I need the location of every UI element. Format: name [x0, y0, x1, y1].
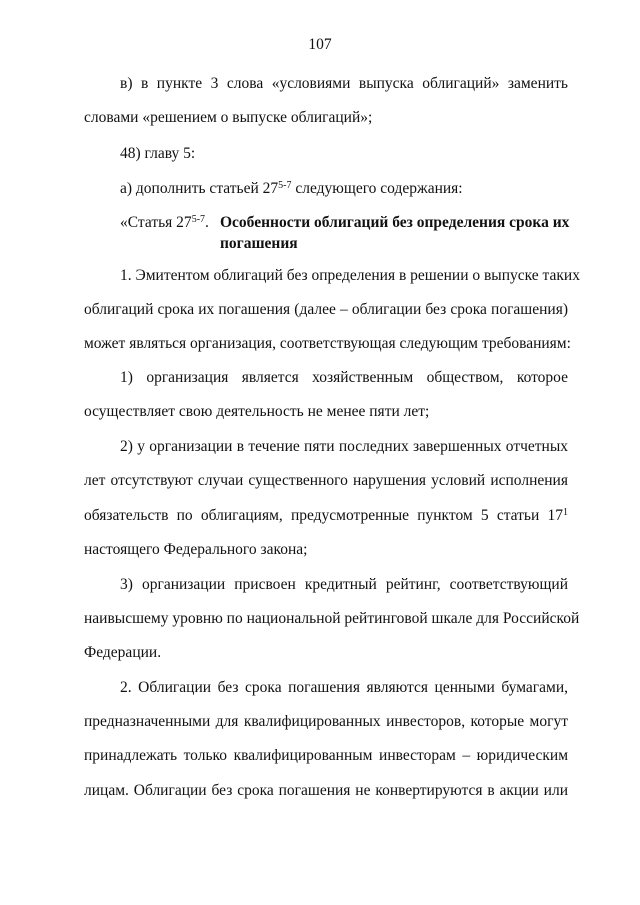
superscript: 5-7 [191, 214, 206, 225]
superscript: 5-7 [278, 180, 292, 191]
text-line: 2. Облигации без срока погашения являются ценными бумагами, [120, 679, 568, 696]
text-line: лицам. Облигации без срока погашения не конвертируются в акции или [84, 782, 568, 799]
text-span: обязательств по облигациям, предусмотренные пунктом 5 статьи 17 [84, 507, 563, 524]
text-line: облигаций срока их погашения (далее – облигации без срока погашения) [84, 301, 568, 318]
text-line: лет отсутствуют случаи существенного нарушения условий исполнения [84, 472, 568, 489]
text-span: а) дополнить статьей 27 [120, 180, 279, 197]
text-line: 2) у организации в течение пяти последних завершенных отчетных [120, 438, 568, 455]
article-title-line: Особенности облигаций без определения срока их [220, 214, 570, 231]
text-line: Федерации. [84, 644, 162, 661]
text-line: настоящего Федерального закона; [84, 541, 308, 558]
text-line: в) в пункте 3 слова «условиями выпуска облигаций» заменить [120, 75, 568, 92]
text-line: принадлежать только квалифицированным инвесторам – юридическим [84, 747, 568, 764]
text-span: «Статья 27 [120, 214, 192, 231]
text-line [120, 180, 463, 198]
text-span: следующего содержания: [291, 180, 463, 197]
text-line: предназначенными для квалифицированных инвесторов, которые могут [84, 713, 568, 730]
text-line: может являться организация, соответствующая следующим требованиям: [84, 335, 571, 352]
article-title-line: погашения [220, 235, 298, 252]
text-line [84, 507, 568, 525]
text-span: . [205, 214, 209, 231]
text-line: осуществляет свою деятельность не менее пяти лет; [84, 403, 430, 420]
text-line: 1. Эмитентом облигаций без определения в решении о выпуске таких [120, 267, 580, 284]
text-line: словами «решением о выпуске облигаций»; [84, 109, 373, 126]
text-line: наивысшему уровню по национальной рейтинговой шкале для Российской [84, 610, 580, 627]
page-number: 107 [308, 36, 332, 53]
article-heading-label [120, 214, 209, 232]
superscript: 1 [563, 507, 568, 518]
text-line: 1) организация является хозяйственным обществом, которое [120, 369, 568, 386]
text-line: 48) главу 5: [120, 145, 196, 162]
text-line: 3) организации присвоен кредитный рейтинг, соответствующий [120, 576, 568, 593]
